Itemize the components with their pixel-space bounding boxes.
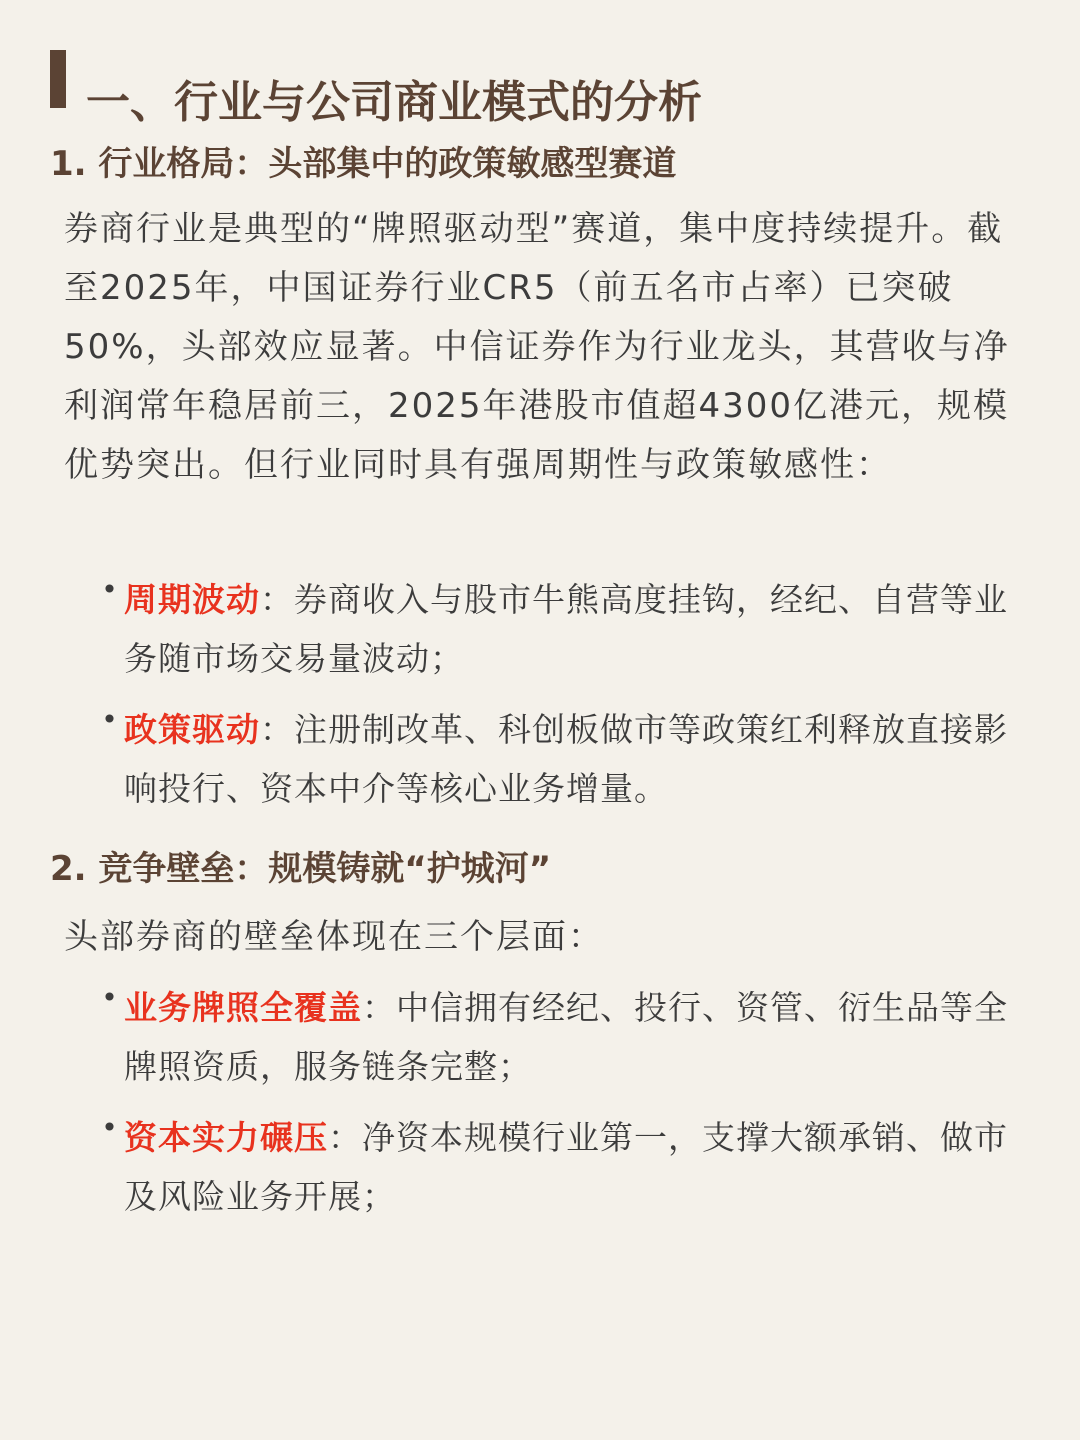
- bullet-item: [101, 978, 1024, 1096]
- title-bar-icon: [50, 50, 66, 108]
- bullet-item: [101, 1108, 1024, 1226]
- bullet-dot-icon: •: [101, 981, 119, 1014]
- bullet-item: [101, 570, 1024, 688]
- bullet-key: 周期波动: [124, 580, 260, 619]
- bullet-key: 资本实力碾压: [124, 1118, 328, 1157]
- bullet-text: ：中信拥有经纪、投行、资管、衍生品等全牌照资质，服务链条完整；: [124, 988, 1008, 1086]
- section-heading-2: 2. 竞争壁垒：规模铸就“护城河”: [50, 849, 552, 889]
- page-title: 一、行业与公司商业模式的分析: [86, 77, 702, 128]
- bullet-dot-icon: •: [101, 703, 119, 736]
- bullet-dot-icon: •: [101, 1111, 119, 1144]
- bullet-key: 政策驱动: [124, 710, 260, 749]
- section-2-paragraph: 头部券商的壁垒体现在三个层面：: [64, 917, 604, 957]
- bullet-dot-icon: •: [101, 573, 119, 606]
- section-heading-1: 1. 行业格局：头部集中的政策敏感型赛道: [50, 144, 677, 184]
- bullet-text: ：注册制改革、科创板做市等政策红利释放直接影响投行、资本中介等核心业务增量。: [124, 710, 1008, 808]
- bullet-item: [101, 700, 1024, 818]
- section-1-paragraph: 券商行业是典型的“牌照驱动型”赛道，集中度持续提升。截至2025年，中国证券行业CR5（前五名市占率）已突破50%，头部效应显著。中信证券作为行业龙头，其营收与净利润常年稳居前三，2025年港股市值超4300亿港元，规模优势突出。但行业同时具有强周期性与政策敏感性：: [64, 209, 1010, 485]
- bullet-key: 业务牌照全覆盖: [124, 988, 362, 1027]
- bullet-text: ：券商收入与股市牛熊高度挂钩，经纪、自营等业务随市场交易量波动；: [124, 580, 1008, 678]
- bullet-text: ：净资本规模行业第一，支撑大额承销、做市及风险业务开展；: [124, 1118, 1008, 1216]
